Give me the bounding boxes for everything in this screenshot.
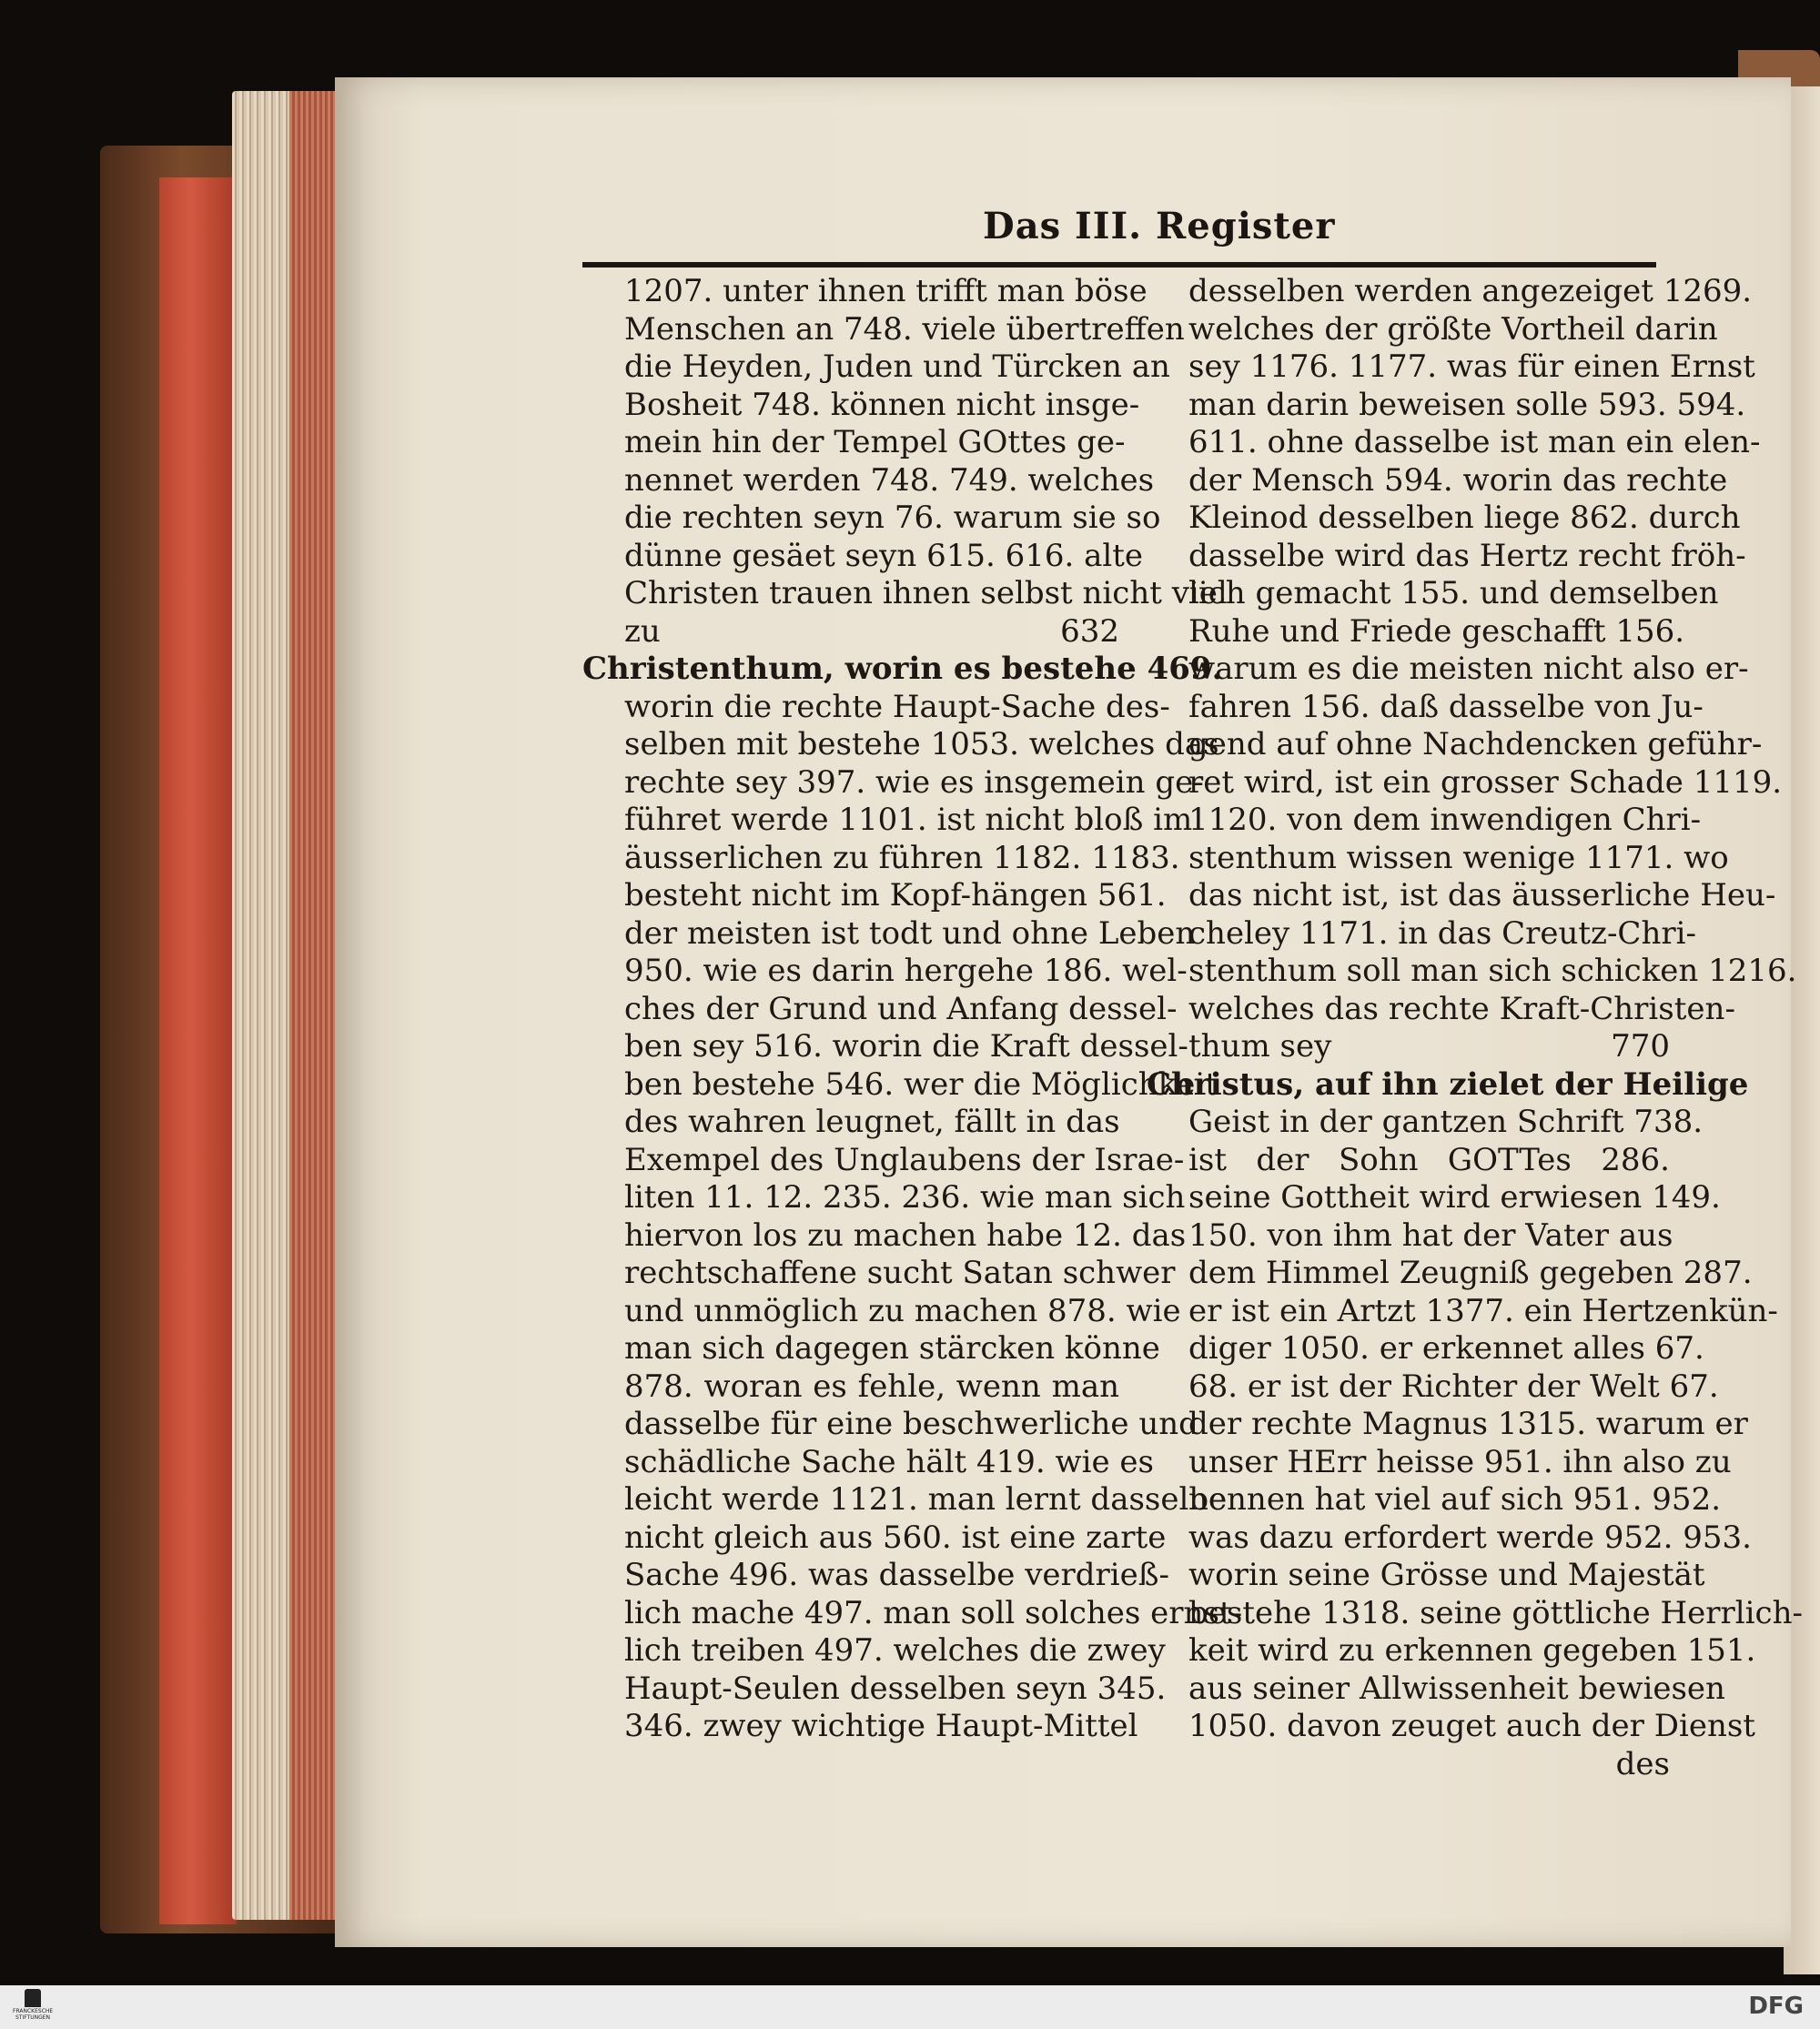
index-line	[582, 688, 1170, 727]
index-line-text: er ist ein Artzt 1377. ein Hertzenkün-	[1188, 1292, 1778, 1329]
index-line	[1147, 1142, 1670, 1180]
foundation-building-icon	[25, 1989, 41, 2007]
index-line-text: der meisten ist todt und ohne Leben	[624, 914, 1196, 952]
index-line-text: Christus, auf ihn zielet der Heilige	[1147, 1065, 1749, 1103]
index-line-text: bestehe 1318. seine göttliche Herrlich-	[1188, 1594, 1803, 1631]
index-line	[582, 1065, 1218, 1105]
index-line-text: Christenthum, worin es bestehe 469.	[582, 651, 1223, 687]
index-line	[1147, 1670, 1725, 1709]
index-column-right	[1147, 273, 1803, 1783]
index-line	[1147, 1330, 1704, 1368]
index-line-text: des wahren leugnet, fällt in das	[624, 1104, 1120, 1140]
index-line-text: liten 11. 12. 235. 236. wie man sich	[624, 1179, 1186, 1216]
index-line-text: Haupt-Seulen desselben seyn 345.	[624, 1670, 1167, 1707]
index-line-text: man darin beweisen solle 593. 594.	[1188, 386, 1746, 423]
index-line	[1147, 1443, 1732, 1482]
index-line-text: die Heyden, Juden und Türcken an	[624, 348, 1170, 385]
index-line-text: 611. ohne dasselbe ist man ein elen-	[1188, 424, 1761, 460]
index-line	[582, 914, 1196, 954]
index-line-text: Exempel des Unglaubens der Israe-	[624, 1141, 1185, 1178]
index-line	[1147, 914, 1696, 954]
index-line	[582, 1557, 1169, 1595]
index-line-text: leicht werde 1121. man lernt dasselbe	[624, 1481, 1228, 1518]
index-line-text: der Mensch 594. worin das rechte	[1188, 461, 1728, 499]
index-line-text: lich treiben 497. welches die zwey	[624, 1632, 1166, 1669]
index-line	[1147, 726, 1763, 764]
index-line	[1147, 575, 1719, 613]
index-line	[582, 537, 1144, 576]
index-line-text: Bosheit 748. können nicht insge-	[624, 386, 1140, 423]
index-line	[582, 877, 1167, 915]
index-line	[1147, 1028, 1670, 1066]
index-line-text: 150. von ihm hat der Vater aus	[1188, 1216, 1673, 1254]
index-line	[1147, 990, 1735, 1029]
index-line-text: Sache 496. was dasselbe verdrieß-	[624, 1557, 1169, 1593]
index-line-text: Ruhe und Friede geschafft 156.	[1188, 612, 1685, 650]
index-line-text: ben bestehe 546. wer die Möglichkeit	[624, 1065, 1218, 1103]
index-line	[582, 1028, 1188, 1066]
index-line-text: nennen hat viel auf sich 951. 952.	[1188, 1481, 1722, 1518]
index-line	[1147, 273, 1753, 311]
index-line-text: 68. er ist der Richter der Welt 67.	[1188, 1368, 1719, 1405]
index-line	[1147, 1179, 1721, 1217]
index-line-text: 878. woran es fehle, wenn man	[624, 1368, 1119, 1405]
index-line	[1147, 651, 1749, 689]
index-line-text: diger 1050. er erkennet alles 67.	[1188, 1330, 1704, 1367]
index-line-text: welches der größte Vortheil darin	[1188, 310, 1718, 348]
index-line	[1147, 1216, 1673, 1256]
index-line	[582, 575, 1228, 613]
index-line	[582, 1216, 1187, 1256]
index-column-left	[582, 273, 1243, 1746]
index-line-text: warum es die meisten nicht also er-	[1188, 651, 1749, 687]
running-title: Das III. Register	[983, 205, 1336, 247]
index-line-text: dasselbe für eine beschwerliche und	[624, 1406, 1198, 1442]
index-line	[582, 424, 1126, 462]
index-line-text: keit wird zu erkennen gegeben 151.	[1188, 1632, 1756, 1669]
index-line	[582, 348, 1170, 387]
index-line-text: und unmöglich zu machen 878. wie	[624, 1292, 1181, 1329]
index-line-text: 1050. davon zeuget auch der Dienst	[1188, 1708, 1755, 1744]
index-line-text: aus seiner Allwissenheit bewiesen	[1188, 1670, 1725, 1707]
index-line-text: worin seine Grösse und Majestät	[1188, 1557, 1705, 1593]
index-line	[1147, 612, 1685, 651]
index-line-text: lich gemacht 155. und demselben	[1188, 575, 1719, 611]
index-line-text: 346. zwey wichtige Haupt-Mittel	[624, 1708, 1138, 1744]
viewer-footer-bar	[0, 1985, 1820, 2029]
index-line-text: stenthum soll man sich schicken 1216.	[1188, 953, 1797, 989]
index-line	[1147, 1255, 1753, 1293]
foundation-logo-text: FRANCKESCHE STIFTUNGEN	[13, 2008, 54, 2021]
page-reference-number: 770	[1611, 1028, 1670, 1065]
index-line-text: äusserlichen zu führen 1182. 1183.	[624, 839, 1180, 876]
index-line	[582, 1632, 1166, 1671]
index-line-text: rechte sey 397. wie es insgemein ge-	[624, 763, 1204, 801]
index-line-text: führet werde 1101. ist nicht bloß im	[624, 802, 1193, 838]
index-line-text: selben mit bestehe 1053. welches das	[624, 726, 1219, 762]
index-line-text: nicht gleich aus 560. ist eine zarte	[624, 1519, 1167, 1556]
index-line-text: dasselbe wird das Hertz recht fröh-	[1188, 537, 1746, 574]
index-line	[582, 1481, 1228, 1519]
index-line-text: nennet werden 748. 749. welches	[624, 461, 1155, 499]
index-line-text: dünne gesäet seyn 615. 616. alte	[624, 537, 1144, 574]
index-line-text: das nicht ist, ist das äusserliche Heu-	[1188, 877, 1776, 914]
index-line-text: cheley 1171. in das Creutz-Chri-	[1188, 914, 1696, 952]
index-line	[582, 990, 1178, 1029]
index-line-text: schädliche Sache hält 419. wie es	[624, 1443, 1154, 1480]
index-line-text: besteht nicht im Kopf-hängen 561.	[624, 877, 1167, 914]
index-line-text: hiervon los zu machen habe 12. das	[624, 1216, 1187, 1254]
index-line-text: fahren 156. daß dasselbe von Ju-	[1188, 688, 1704, 725]
index-line	[1147, 1632, 1756, 1671]
index-line	[1147, 1519, 1752, 1558]
index-line	[1147, 1292, 1778, 1331]
index-line	[582, 839, 1180, 878]
index-line	[582, 1594, 1243, 1633]
index-line	[582, 1443, 1154, 1482]
index-line	[1147, 763, 1783, 803]
index-line-text: gend auf ohne Nachdencken geführ-	[1188, 726, 1763, 762]
index-line-text: Menschen an 748. viele übertreffen	[624, 310, 1185, 348]
index-entry-heading-line	[582, 651, 1223, 689]
index-line	[582, 461, 1155, 500]
index-line-text: desselben werden angezeiget 1269.	[1188, 273, 1753, 309]
index-line	[1147, 1708, 1755, 1746]
index-line	[1147, 1104, 1704, 1142]
index-line	[1147, 688, 1704, 727]
header-rule	[582, 262, 1656, 268]
franckesche-stiftungen-logo	[13, 1987, 53, 2027]
index-line	[582, 763, 1204, 803]
index-line-text: 1207. unter ihnen trifft man böse	[624, 273, 1148, 309]
index-line-text: ist der Sohn GOTTes 286.	[1188, 1141, 1670, 1178]
index-line	[582, 1368, 1119, 1407]
index-line-text: Geist in der gantzen Schrift 738.	[1188, 1104, 1704, 1140]
index-line-text: dem Himmel Zeugniß gegeben 287.	[1188, 1255, 1753, 1291]
index-line	[1147, 386, 1746, 425]
index-line	[582, 500, 1161, 538]
index-line	[582, 613, 1119, 651]
index-line	[582, 1292, 1181, 1331]
catchword	[1147, 1746, 1670, 1784]
index-line-text: seine Gottheit wird erwiesen 149.	[1188, 1179, 1721, 1216]
index-line	[582, 1708, 1138, 1746]
index-line-text: ches der Grund und Anfang dessel-	[624, 990, 1178, 1027]
index-line	[582, 1406, 1198, 1444]
index-line-text: der rechte Magnus 1315. warum er	[1188, 1406, 1748, 1442]
index-line	[582, 1519, 1167, 1558]
index-line-text: ret wird, ist ein grosser Schade 1119.	[1188, 763, 1783, 801]
index-line-text: zu	[624, 612, 661, 650]
index-line-text: 950. wie es darin hergehe 186. wel-	[624, 953, 1188, 989]
index-line-text: thum sey	[1188, 1028, 1332, 1065]
index-line	[582, 953, 1188, 991]
index-line	[1147, 500, 1741, 538]
index-line	[1147, 1368, 1719, 1407]
index-line	[582, 1141, 1185, 1180]
index-line	[582, 1255, 1176, 1293]
index-line	[1147, 310, 1718, 349]
index-line	[1147, 537, 1746, 576]
index-line-text: rechtschaffene sucht Satan schwer	[624, 1255, 1176, 1291]
index-line	[582, 1330, 1160, 1368]
cover-red-edge	[159, 177, 237, 1924]
index-line	[582, 273, 1148, 311]
index-line	[1147, 348, 1755, 387]
index-line	[582, 726, 1219, 764]
index-line-text: was dazu erfordert werde 952. 953.	[1188, 1519, 1752, 1556]
index-line-text: mein hin der Tempel GOttes ge-	[624, 424, 1126, 460]
index-line	[1147, 953, 1797, 991]
index-line-text: Kleinod desselben liege 862. durch	[1188, 500, 1741, 536]
index-line	[1147, 1481, 1722, 1519]
index-line	[1147, 802, 1702, 840]
index-line-text: 1120. von dem inwendigen Chri-	[1188, 802, 1702, 838]
index-line-text: welches das rechte Kraft-Christen-	[1188, 990, 1735, 1027]
index-line-text: sey 1176. 1177. was für einen Ernst	[1188, 348, 1755, 385]
index-line	[1147, 1406, 1748, 1444]
index-line	[1147, 1594, 1803, 1633]
index-line-text: unser HErr heisse 951. ihn also zu	[1188, 1443, 1732, 1480]
index-line	[582, 1670, 1167, 1709]
index-line	[1147, 877, 1776, 915]
index-line	[1147, 461, 1728, 500]
index-line	[1147, 839, 1729, 878]
index-line-text: lich mache 497. man soll solches ernst-	[624, 1594, 1243, 1631]
index-line	[1147, 1557, 1705, 1595]
dfg-logo: DFG	[1748, 1993, 1804, 2020]
index-line	[1147, 424, 1761, 462]
index-line-text: des	[1615, 1745, 1670, 1782]
index-line-text: ben sey 516. worin die Kraft dessel-	[624, 1028, 1188, 1065]
index-line-text: die rechten seyn 76. warum sie so	[624, 500, 1161, 536]
index-line-text: man sich dagegen stärcken könne	[624, 1330, 1160, 1367]
index-line-text: stenthum wissen wenige 1171. wo	[1188, 839, 1729, 876]
index-line	[582, 310, 1185, 349]
index-line	[582, 386, 1140, 425]
index-entry-heading-line	[1147, 1065, 1749, 1105]
index-line	[582, 802, 1193, 840]
page-reference-number: 632	[1060, 612, 1119, 650]
index-line-text: Christen trauen ihnen selbst nicht viel	[624, 575, 1228, 611]
index-line	[582, 1104, 1119, 1142]
index-line	[582, 1179, 1186, 1217]
index-line-text: worin die rechte Haupt-Sache des-	[624, 688, 1170, 725]
